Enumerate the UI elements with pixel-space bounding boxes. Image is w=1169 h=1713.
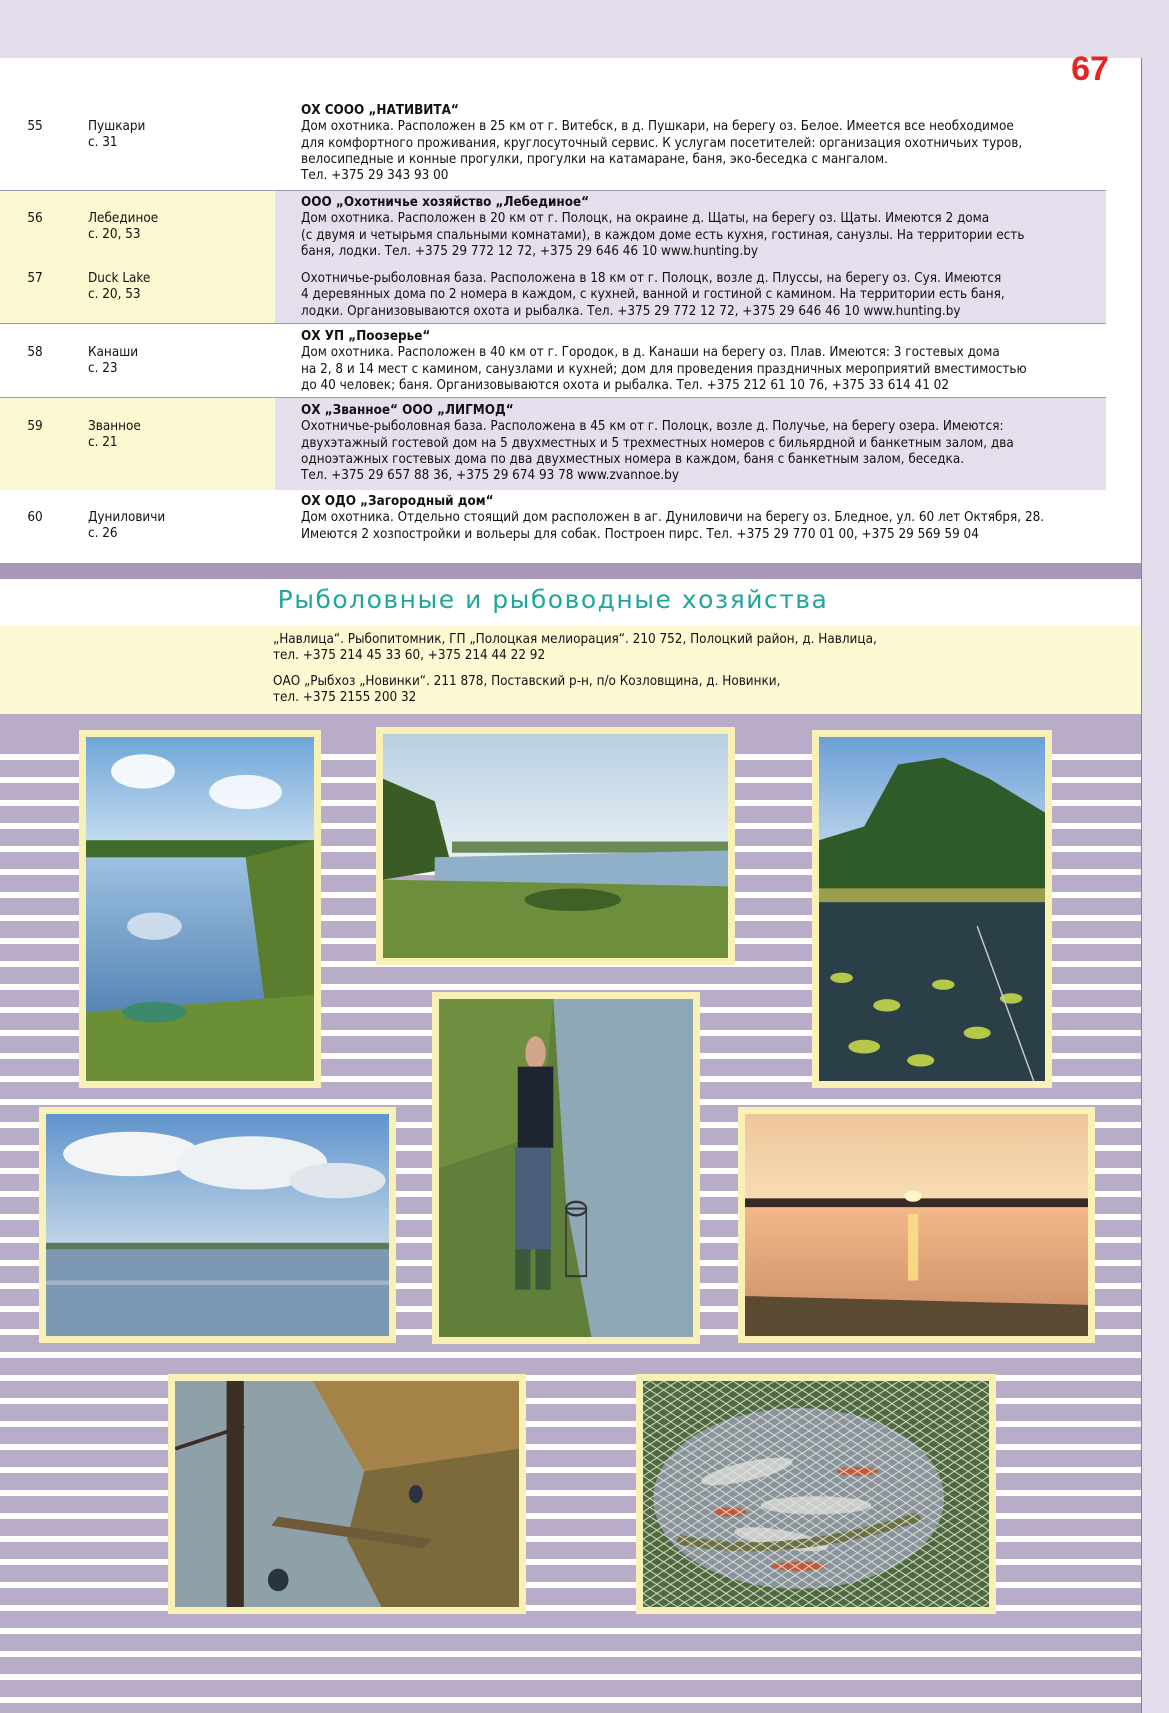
place-pages: с. 31 — [88, 135, 118, 151]
desc-line: до 40 человек; баня. Организовываются охота и рыбалка. Тел. +375 212 61 10 76, +375 33 614 41 02 — [301, 377, 950, 393]
farm-line: тел. +375 2155 200 32 — [273, 690, 417, 706]
org-name: ООО „Охотничье хозяйство „Лебединое“ — [301, 195, 590, 210]
farm-line: тел. +375 214 45 33 60, +375 214 44 22 92 — [273, 648, 546, 664]
desc-line: для комфортного проживания, круглосуточный сервис. К услугам посетителей: организация охотничьих туров, — [301, 135, 1023, 151]
desc-line: Дом охотника. Отдельно стоящий дом расположен в аг. Дуниловичи на берегу оз. Бледное, ул. 60 лет Октября, 28. — [301, 510, 1045, 526]
entry-description — [301, 403, 1101, 484]
entry-number: 59 — [27, 419, 43, 434]
entry-description — [301, 271, 1101, 320]
desc-line: велосипедные и конные прогулки, прогулки на катамаране, баня, эко-беседка с мангалом. — [301, 151, 888, 167]
place-name: Канаши — [88, 345, 139, 360]
desc-line: Дом охотника. Расположен в 40 км от г. Городок, в д. Канаши на берегу оз. Плав. Имеются: 3 гостевых дома — [301, 345, 1000, 361]
desc-line: (с двумя и четырьмя спальными комнатами), в каждом доме есть кухня, гостиная, санузлы. На территории есть — [301, 227, 1025, 243]
entry-description — [301, 329, 1101, 394]
page-number: 67 — [1071, 50, 1109, 88]
entry-place — [88, 510, 268, 543]
place-name: Пушкари — [88, 119, 146, 134]
place-pages: с. 26 — [88, 526, 118, 542]
right-margin-band — [1141, 0, 1169, 1713]
desc-line: двухэтажный гостевой дом на 5 двухместных и 5 трехместных номеров с бильярдной и банкетным залом, два — [301, 435, 1014, 451]
desc-line: баня, лодки. Тел. +375 29 772 12 72, +375 29 646 46 10 www.hunting.by — [301, 243, 759, 259]
entry-place — [88, 119, 268, 152]
desc-line: Имеются 2 хозпостройки и вольеры для собак. Построен пирс. Тел. +375 29 770 01 00, +375 29 569 59 04 — [301, 526, 979, 542]
entry-description — [301, 195, 1101, 260]
photo-lake-boat — [79, 730, 321, 1088]
entry-description — [301, 103, 1101, 184]
org-name: ОХ ОДО „Загородный дом“ — [301, 494, 494, 509]
table-row — [0, 100, 1106, 191]
entry-number: 55 — [27, 119, 43, 134]
table-row — [0, 324, 1106, 398]
section-title: Рыболовные и рыбоводные хозяйства — [277, 585, 829, 614]
fish-farm-entry — [273, 674, 1113, 707]
frame-line — [1141, 58, 1142, 1713]
desc-line: Охотничье-рыболовная база. Расположена в 18 км от г. Полоцк, возле д. Плуссы, на берегу оз. Суя. Имеются — [301, 271, 1002, 286]
entry-number: 60 — [27, 510, 43, 525]
entry-place — [88, 419, 268, 452]
desc-line: Охотничье-рыболовная база. Расположена в 45 км от г. Полоцк, возле д. Получье, на берегу озера. Имеются: — [301, 419, 1004, 435]
table-row — [0, 398, 1106, 490]
photo-lake-landscape — [376, 727, 735, 965]
photo-forest-lake-lilies — [812, 730, 1052, 1088]
table-row — [0, 262, 1106, 324]
entry-place — [88, 271, 268, 304]
desc-line: на 2, 8 и 14 мест с камином, санузлами и кухней; дом для проведения праздничных мероприятий вместимостью — [301, 361, 1027, 377]
desc-line: Тел. +375 29 657 88 36, +375 29 674 93 78 www.zvannoe.by — [301, 468, 679, 484]
desc-line: одноэтажных гостевых дома по два двухместных номера в каждом, баня с банкетным залом, беседка. — [301, 451, 965, 467]
org-name: ОХ „Званное“ ООО „ЛИГМОД“ — [301, 403, 514, 418]
fish-farm-entry — [273, 632, 1113, 665]
org-name: ОХ СООО „НАТИВИТА“ — [301, 103, 459, 118]
desc-line: 4 деревянных дома по 2 номера в каждом, с кухней, ванной и гостиной с камином. На территории есть баня, — [301, 287, 1005, 303]
desc-line: Дом охотника. Расположен в 20 км от г. Полоцк, на окраине д. Щаты, на берегу оз. Щаты. Имеются 2 дома — [301, 211, 990, 227]
org-name: ОХ УП „Поозерье“ — [301, 329, 431, 344]
place-pages: с. 21 — [88, 435, 118, 451]
photo-fisherman-net — [432, 992, 700, 1344]
farm-line: ОАО „Рыбхоз „Новинки“. 211 878, Поставский р-н, п/о Козловщина, д. Новинки, — [273, 674, 781, 689]
entry-number: 57 — [27, 271, 43, 286]
top-band — [0, 0, 1169, 58]
photo-riverbank-fishermen — [168, 1374, 526, 1614]
desc-line: лодки. Организовываются охота и рыбалка. Тел. +375 29 772 12 72, +375 29 646 46 10 www.hunting.by — [301, 303, 961, 319]
photo-sunset-lake — [738, 1107, 1095, 1343]
place-pages: с. 20, 53 — [88, 227, 141, 243]
place-name: Дуниловичи — [88, 510, 166, 525]
table-row — [0, 191, 1106, 262]
photo-clouds-lake — [39, 1107, 396, 1343]
entry-description — [301, 494, 1101, 543]
section-divider — [0, 563, 1141, 579]
entry-place — [88, 211, 268, 244]
desc-line: Тел. +375 29 343 93 00 — [301, 168, 449, 184]
entry-number: 58 — [27, 345, 43, 360]
table-row — [0, 490, 1106, 563]
place-name: Duck Lake — [88, 271, 151, 286]
place-name: Лебединое — [88, 211, 159, 226]
place-pages: с. 20, 53 — [88, 287, 141, 303]
entry-place — [88, 345, 268, 378]
photo-fish-catch — [636, 1374, 996, 1614]
entry-number: 56 — [27, 211, 43, 226]
desc-line: Дом охотника. Расположен в 25 км от г. Витебск, в д. Пушкари, на берегу оз. Белое. Имеется все необходимое — [301, 119, 1014, 135]
farm-line: „Навлица“. Рыбопитомник, ГП „Полоцкая мелиорация“. 210 752, Полоцкий район, д. Навлица, — [273, 632, 877, 647]
place-name: Званное — [88, 419, 141, 434]
place-pages: с. 23 — [88, 361, 118, 377]
